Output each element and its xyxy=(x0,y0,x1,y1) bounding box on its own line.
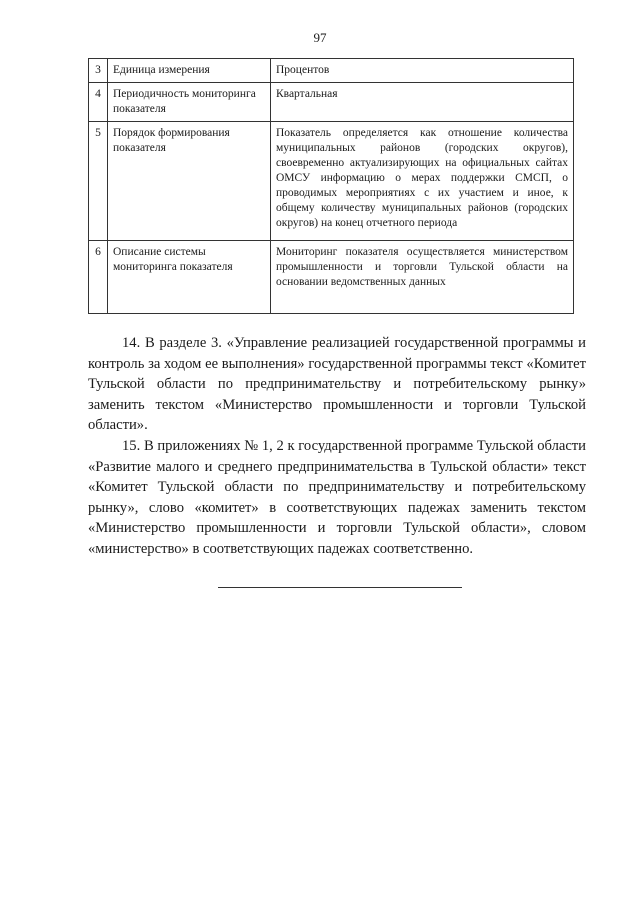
row-value: Квартальная xyxy=(271,83,574,122)
page-number: 97 xyxy=(313,30,327,45)
row-number: 6 xyxy=(89,241,108,314)
paragraph-14: 14. В разделе 3. «Управление реализацией государственной программы и контроль за ходом ее выполнения» государственной программы текст «Комитет Тульской области по предпринимательству и потребительскому рынку» заменить текстом «Министерство промышленности и торговли Тульской области». xyxy=(88,335,586,434)
table-row xyxy=(89,122,574,241)
row-number: 3 xyxy=(89,59,108,83)
row-label: Единица измерения xyxy=(108,59,271,83)
row-value: Показатель определяется как отношение количества муниципальных районов (городских округов), своевременно актуализирующих на официальных сайтах ОМСУ информацию о мерах поддержки СМСП, о проводимых мероприятиях с их участием и иное, к общему количеству муниципальных районов (городских округов) на конец отчетного периода xyxy=(271,122,574,241)
row-label: Порядок формирования показателя xyxy=(108,122,271,241)
table-row xyxy=(89,241,574,314)
table-row xyxy=(89,59,574,83)
row-number: 4 xyxy=(89,83,108,122)
indicator-table xyxy=(88,58,574,314)
row-label: Описание системы мониторинга показателя xyxy=(108,241,271,314)
paragraph-15: 15. В приложениях № 1, 2 к государственной программе Тульской области «Развитие малого и среднего предпринимательства в Тульской области» текст «Комитет Тульской области по предпринимательству и потребительскому рынку», слово «комитет» в соответствующих падежах заменить текстом «Министерство промышленности и торговли Тульской области», словом «министерство» в соответствующих падежах соответственно. xyxy=(88,437,586,557)
table-row xyxy=(89,83,574,122)
closing-rule xyxy=(218,587,462,588)
row-label: Периодичность мониторинга показателя xyxy=(108,83,271,122)
body-text xyxy=(88,333,586,560)
row-value: Процентов xyxy=(271,59,574,83)
row-number: 5 xyxy=(89,122,108,241)
row-value: Мониторинг показателя осуществляется министерством промышленности и торговли Тульской области на основании ведомственных данных xyxy=(271,241,574,314)
